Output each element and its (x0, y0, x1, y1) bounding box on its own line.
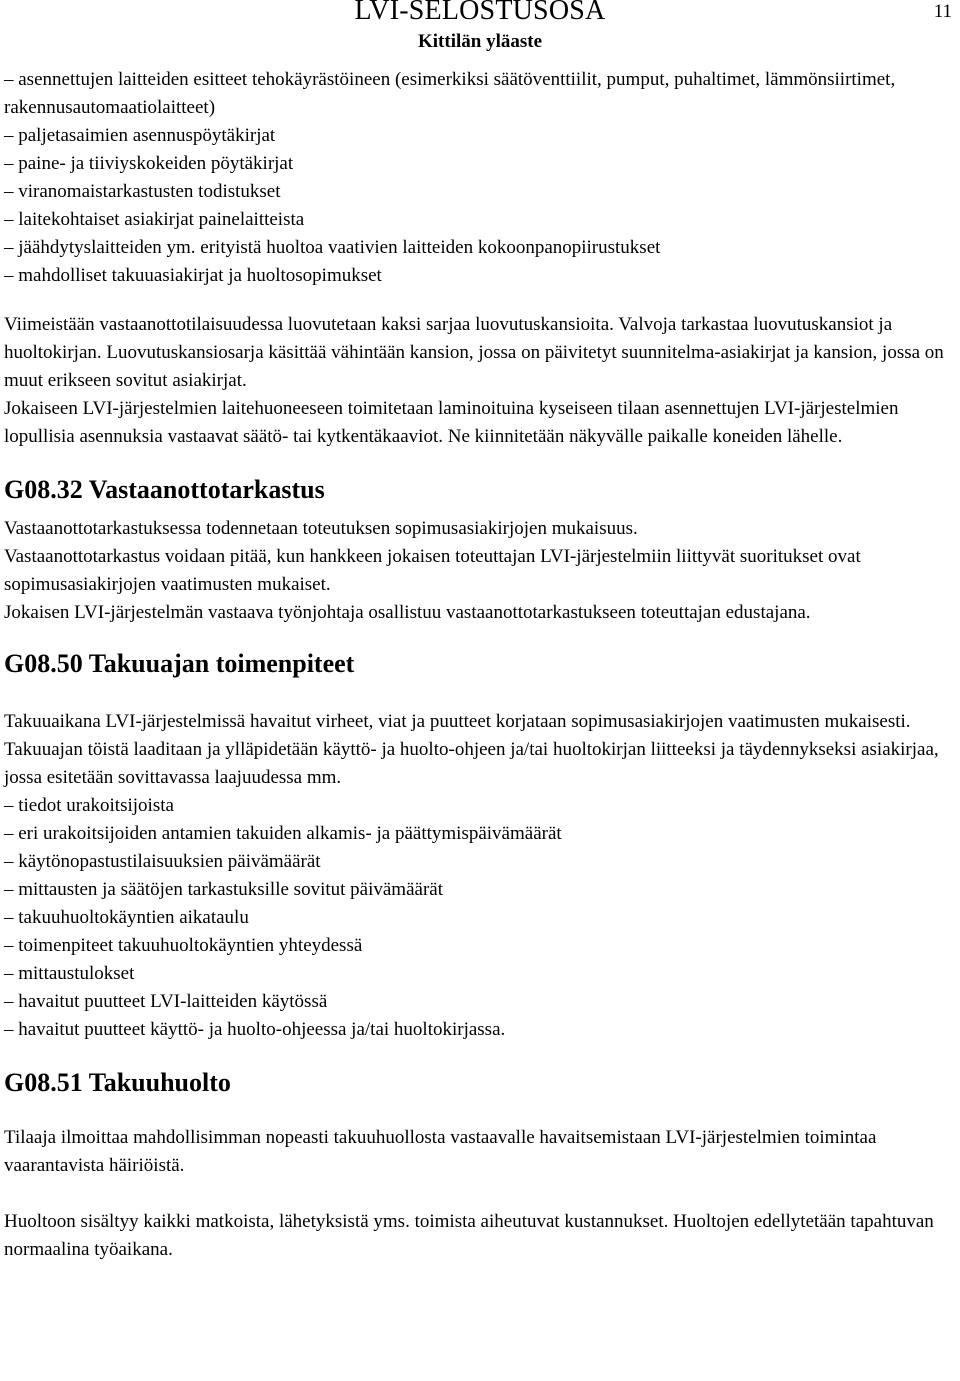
list-item: – asennettujen laitteiden esitteet tehokäyrästöineen (esimerkiksi säätöventtiilit, pumput, puhaltimet, lämmönsiirtimet, rakennusautomaatiolaitteet) (4, 69, 896, 118)
section-heading-g0851: G08.51 Takuuhuolto (4, 1068, 231, 1097)
paragraph: Takuuaikana LVI-järjestelmissä havaitut virheet, viat ja puutteet korjataan sopimusasiakirjojen vaatimusten mukaisesti. (4, 711, 911, 732)
paragraph: Vastaanottotarkastuksessa todennetaan toteutuksen sopimusasiakirjojen mukaisuus. (4, 518, 638, 539)
document-subtitle: Kittilän yläaste (417, 31, 543, 52)
paragraph: Jokaisen LVI-järjestelmän vastaava työnjohtaja osallistuu vastaanottotarkastukseen toteuttajan edustajana. (4, 602, 811, 623)
list-item: – laitekohtaiset asiakirjat painelaitteista (4, 209, 305, 230)
paragraph: Huoltoon sisältyy kaikki matkoista, lähetyksistä yms. toimista aiheutuvat kustannukset. Huoltojen edellytetään tapahtuvan normaalina työaikana. (4, 1211, 934, 1260)
warranty-records-list (4, 792, 954, 1044)
list-item: – havaitut puutteet LVI-laitteiden käytössä (4, 991, 328, 1012)
document-title: LVI-SELOSTUSOSA (354, 0, 606, 26)
list-item: – paljetasaimien asennuspöytäkirjat (4, 125, 276, 146)
paragraph: Takuuajan töistä laaditaan ja ylläpidetään käyttö- ja huolto-ohjeen ja/tai huoltokirjan liitteeksi ja täydennykseksi asiakirjaa, jossa esitetään sovittavassa laajuudessa mm. (4, 739, 939, 788)
paragraph: Vastaanottotarkastus voidaan pitää, kun hankkeen jokaisen toteuttajan LVI-järjestelmiin liittyvät suoritukset ovat sopimusasiakirjojen vaatimusten mukaiset. (4, 546, 861, 595)
list-item: – takuuhuoltokäyntien aikataulu (4, 907, 249, 928)
paragraph: Jokaiseen LVI-järjestelmien laitehuoneeseen toimitetaan laminoituina kyseiseen tilaan asennettujen LVI-järjestelmien lopullisia asennuksia vastaavat säätö- tai kytkentäkaaviot. Ne kiinnitetään näkyvälle paikalle koneiden lähelle. (4, 398, 899, 447)
section-heading-g0850: G08.50 Takuuajan toimenpiteet (4, 649, 355, 678)
paragraph: Tilaaja ilmoittaa mahdollisimman nopeasti takuuhuollosta vastaavalle havaitsemistaan LVI-järjestelmien toimintaa vaarantavista häiriöistä. (4, 1127, 877, 1176)
list-item: – havaitut puutteet käyttö- ja huolto-ohjeessa ja/tai huoltokirjassa. (4, 1019, 506, 1040)
page-number: 11 (933, 1, 952, 22)
document-body (4, 66, 954, 1264)
section-heading-g0832: G08.32 Vastaanottotarkastus (4, 475, 325, 504)
list-item: – viranomaistarkastusten todistukset (4, 181, 281, 202)
list-item: – käytönopastustilaisuuksien päivämäärät (4, 851, 321, 872)
list-item: – toimenpiteet takuuhuoltokäyntien yhteydessä (4, 935, 363, 956)
list-item: – tiedot urakoitsijoista (4, 795, 174, 816)
list-item: – eri urakoitsijoiden antamien takuiden alkamis- ja päättymispäivämäärät (4, 823, 562, 844)
paragraph: Viimeistään vastaanottotilaisuudessa luovutetaan kaksi sarjaa luovutuskansioita. Valvoja tarkastaa luovutuskansiot ja huoltokirjan. Luovutuskansiosarja käsittää vähintään kansion, jossa on päivitetyt suunnitelma-asiakirjat ja kansion, jossa on muut erikseen sovitut asiakirjat. (4, 314, 944, 391)
list-item: – jäähdytyslaitteiden ym. erityistä huoltoa vaativien laitteiden kokoonpanopiirustukset (4, 237, 661, 258)
list-item: – mittaustulokset (4, 963, 135, 984)
list-item: – paine- ja tiiviyskokeiden pöytäkirjat (4, 153, 294, 174)
deliverables-list (4, 66, 954, 290)
list-item: – mittausten ja säätöjen tarkastuksille sovitut päivämäärät (4, 879, 443, 900)
list-item: – mahdolliset takuuasiakirjat ja huoltosopimukset (4, 265, 382, 286)
